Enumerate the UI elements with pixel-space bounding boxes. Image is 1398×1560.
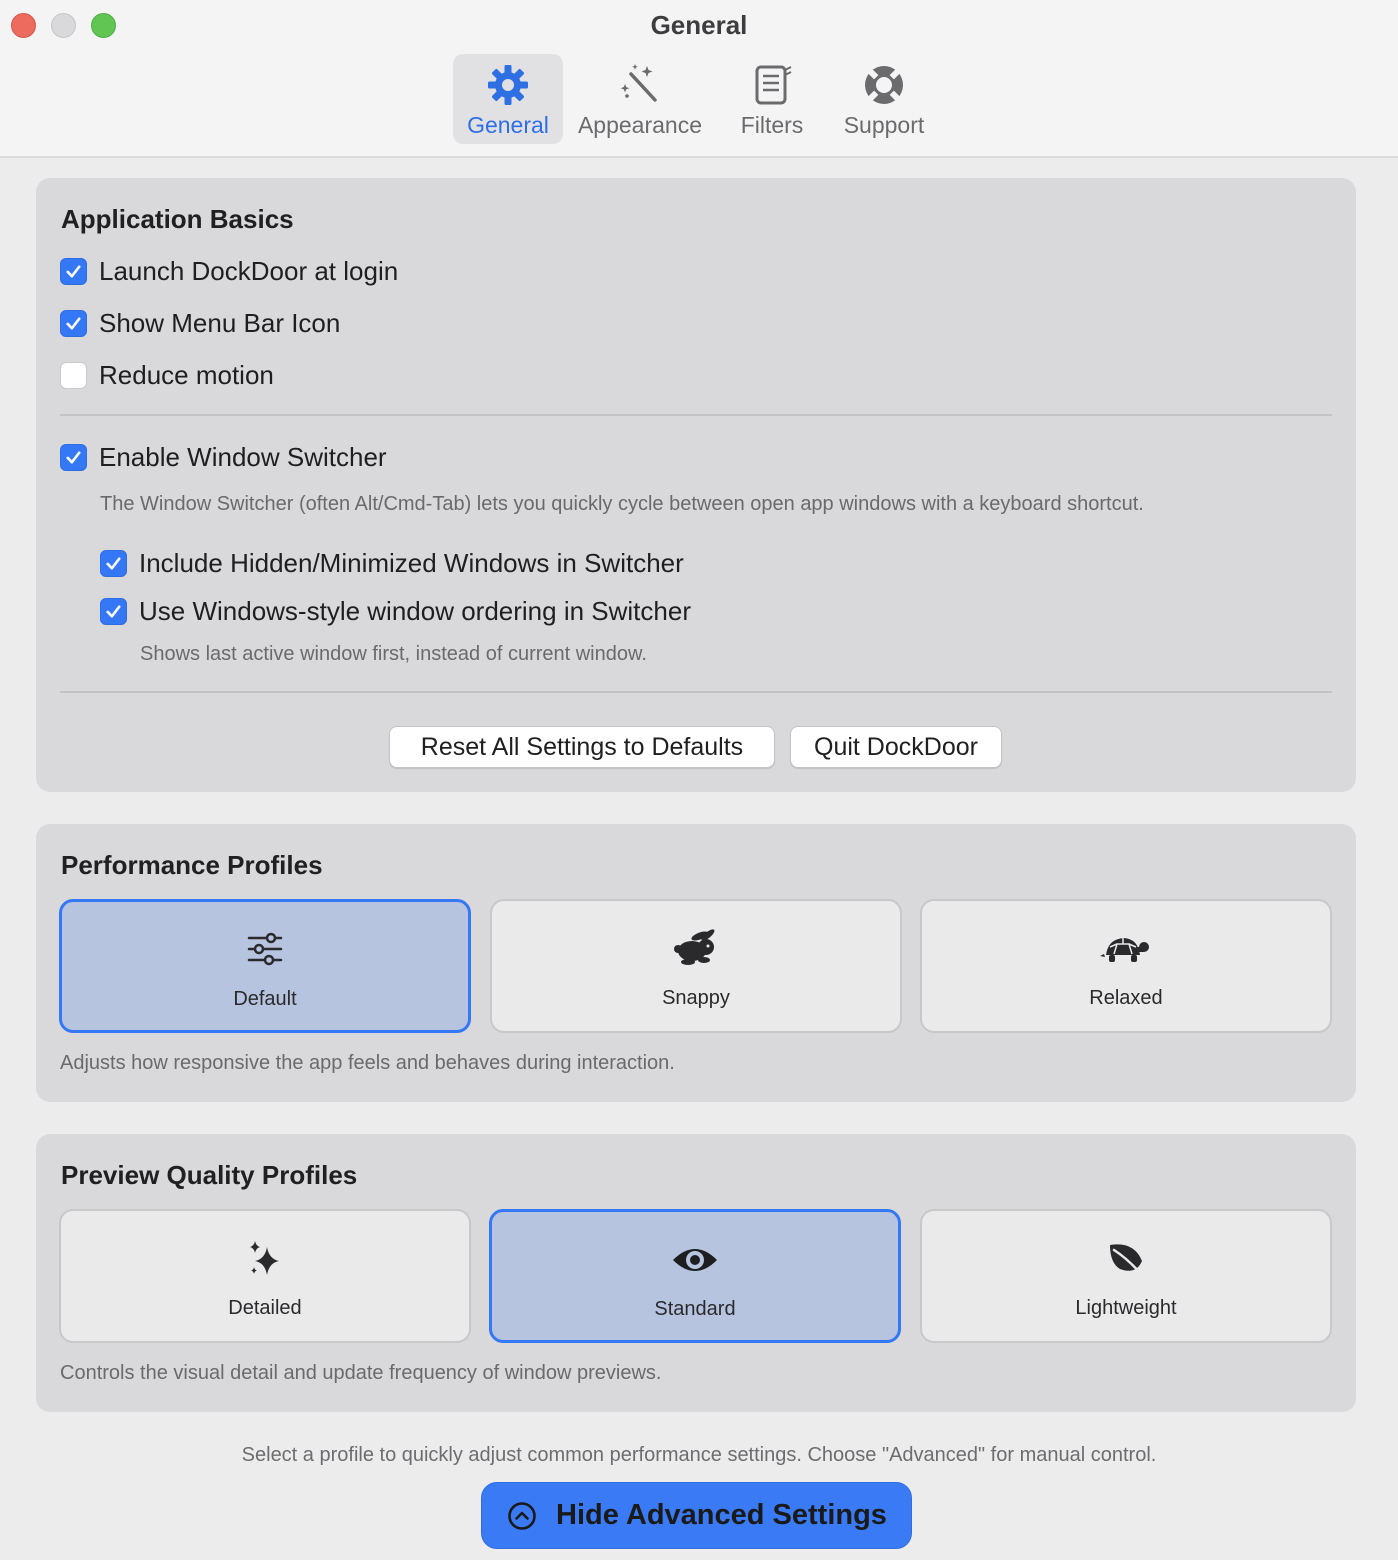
section-title: Performance Profiles	[61, 850, 323, 880]
profile-footnote: Select a profile to quickly adjust common performance settings. Choose "Advanced" for manual control.	[241, 1444, 1157, 1466]
tab-label: General	[467, 112, 549, 138]
show-menu-bar-icon-checkbox[interactable]	[60, 310, 87, 337]
checkmark-icon	[104, 554, 123, 573]
divider	[60, 414, 1332, 416]
toolbar	[0, 0, 1398, 158]
card-label: Snappy	[662, 987, 730, 1009]
show-menu-bar-icon-row[interactable]	[60, 308, 340, 339]
leaf-icon	[1100, 1237, 1152, 1281]
profile-card-default[interactable]	[59, 899, 471, 1033]
rabbit-icon	[670, 927, 722, 971]
tab-filters[interactable]	[727, 54, 817, 144]
card-label: Detailed	[228, 1297, 302, 1319]
chevron-up-circle-icon	[506, 1500, 538, 1532]
switcher-description: The Window Switcher (often Alt/Cmd-Tab) lets you quickly cycle between open app windows with a keyboard shortcut.	[100, 493, 1144, 515]
preview-quality-panel	[36, 1134, 1356, 1412]
enable-window-switcher-checkbox[interactable]	[60, 444, 87, 471]
eye-icon	[669, 1238, 721, 1282]
section-title: Preview Quality Profiles	[61, 1160, 358, 1190]
checkmark-icon	[104, 602, 123, 621]
tab-label: Filters	[740, 112, 804, 138]
checkbox-label: Enable Window Switcher	[99, 442, 387, 472]
application-basics-panel	[36, 178, 1356, 792]
include-hidden-windows-checkbox[interactable]	[100, 550, 127, 577]
launch-at-login-row[interactable]	[60, 256, 398, 287]
enable-window-switcher-row[interactable]	[60, 442, 387, 473]
include-hidden-windows-row[interactable]	[100, 548, 684, 579]
ordering-description: Shows last active window first, instead of current window.	[140, 643, 647, 665]
button-label: Hide Advanced Settings	[556, 1499, 887, 1531]
checkmark-icon	[64, 448, 83, 467]
profile-card-relaxed[interactable]	[920, 899, 1332, 1033]
checkmark-icon	[64, 262, 83, 281]
performance-profiles-panel	[36, 824, 1356, 1102]
divider	[60, 691, 1332, 693]
checkbox-label: Include Hidden/Minimized Windows in Switcher	[139, 548, 684, 578]
reset-settings-button[interactable]: Reset All Settings to Defaults	[389, 726, 775, 768]
quality-card-standard[interactable]	[489, 1209, 901, 1343]
performance-description: Adjusts how responsive the app feels and behaves during interaction.	[60, 1052, 675, 1074]
preview-description: Controls the visual detail and update frequency of window previews.	[60, 1362, 662, 1384]
checkbox-label: Reduce motion	[99, 360, 274, 390]
sparkles-icon	[239, 1237, 291, 1281]
checkbox-label: Show Menu Bar Icon	[99, 308, 341, 338]
quit-button[interactable]: Quit DockDoor	[790, 726, 1002, 768]
checkbox-label: Use Windows-style window ordering in Switcher	[139, 596, 691, 626]
section-title: Application Basics	[61, 204, 294, 234]
card-label: Standard	[654, 1298, 736, 1320]
tortoise-icon	[1100, 927, 1152, 971]
reduce-motion-row[interactable]	[60, 360, 274, 391]
windows-style-ordering-checkbox[interactable]	[100, 598, 127, 625]
reduce-motion-checkbox[interactable]	[60, 362, 87, 389]
tab-appearance[interactable]	[573, 54, 707, 144]
tab-general[interactable]	[453, 54, 563, 144]
tab-label: Support	[843, 112, 925, 138]
card-label: Default	[233, 988, 297, 1010]
tab-label: Appearance	[577, 112, 703, 138]
window-title: General	[650, 10, 748, 40]
checkmark-icon	[64, 314, 83, 333]
sliders-icon	[239, 928, 291, 972]
quality-card-lightweight[interactable]	[920, 1209, 1332, 1343]
gear-icon	[485, 62, 531, 108]
launch-at-login-checkbox[interactable]	[60, 258, 87, 285]
filters-list-icon	[749, 62, 795, 108]
card-label: Relaxed	[1089, 987, 1163, 1009]
hide-advanced-settings-button[interactable]	[481, 1482, 912, 1549]
magic-wand-icon	[617, 62, 663, 108]
quality-card-detailed[interactable]	[59, 1209, 471, 1343]
profile-card-snappy[interactable]	[490, 899, 902, 1033]
windows-style-ordering-row[interactable]	[100, 596, 691, 627]
tab-support[interactable]	[834, 54, 934, 144]
lifebuoy-icon	[861, 62, 907, 108]
checkbox-label: Launch DockDoor at login	[99, 256, 399, 286]
card-label: Lightweight	[1075, 1297, 1177, 1319]
